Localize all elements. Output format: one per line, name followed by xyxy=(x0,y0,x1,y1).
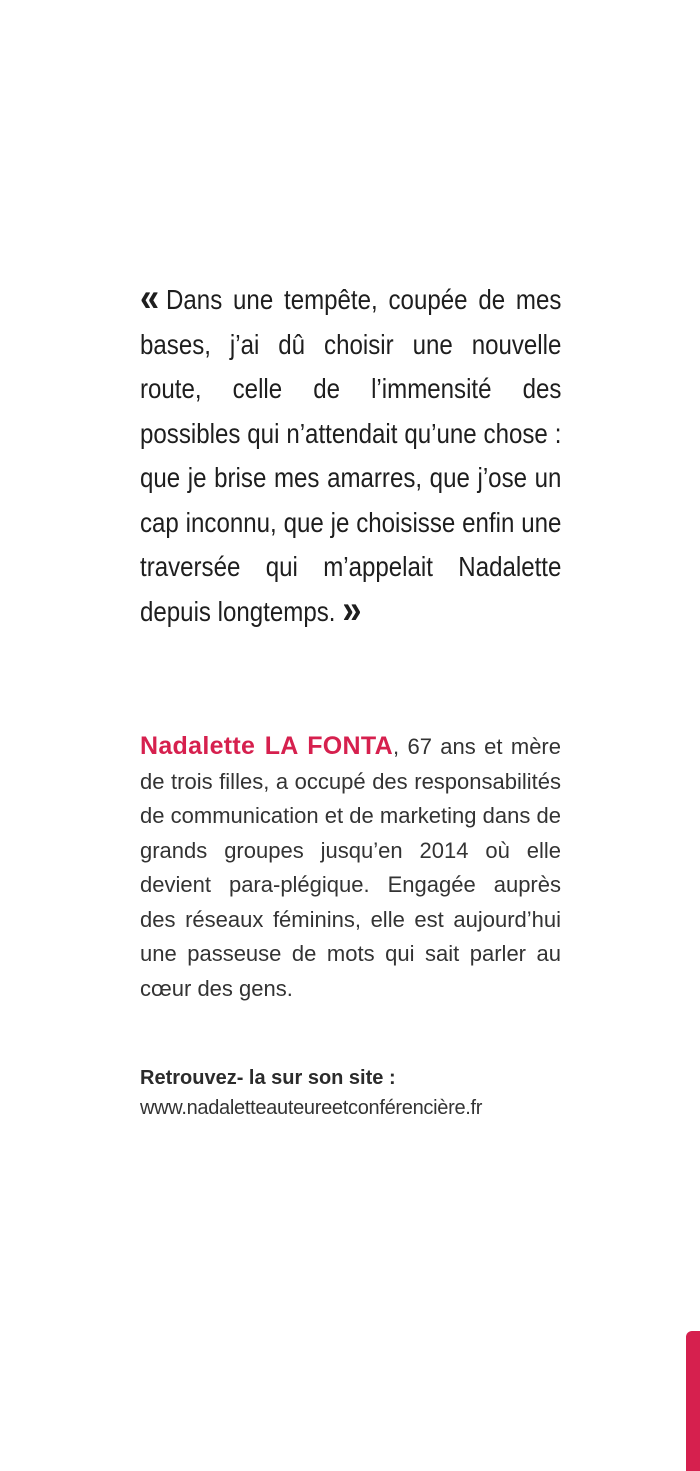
quote-text: Dans une tempête, coupée de mes bases, j’ai dû choisir une nouvelle route, celle de l’immensité des possibles qui n’attendait qu’une chose : que je brise mes amarres, que j’ose un cap inconnu, que je choisisse enfin une traversée qui m’appelait Nadalette depuis longtemps. xyxy=(140,284,562,627)
website-label: Retrouvez- la sur son site : xyxy=(140,1067,396,1089)
website-section xyxy=(140,1063,580,1123)
author-bio-text: , 67 ans et mère de trois filles, a occupé des responsabilités de communication et de marketing dans de grands groupes jusqu’en 2014 où elle devient para-plégique. Engagée auprès des réseaux féminins, elle est aujourd’hui une passeuse de mots qui sait parler au cœur des gens. xyxy=(140,734,561,1001)
website-link[interactable]: www.nadaletteauteureetconférencière.fr xyxy=(140,1097,483,1119)
author-bio xyxy=(140,729,561,1006)
close-quote-mark: » xyxy=(342,587,362,632)
open-quote-mark: « xyxy=(140,276,160,320)
page-edge-tab xyxy=(686,1331,700,1471)
quote-block xyxy=(140,278,561,634)
author-name: Nadalette LA FONTA xyxy=(140,732,393,760)
